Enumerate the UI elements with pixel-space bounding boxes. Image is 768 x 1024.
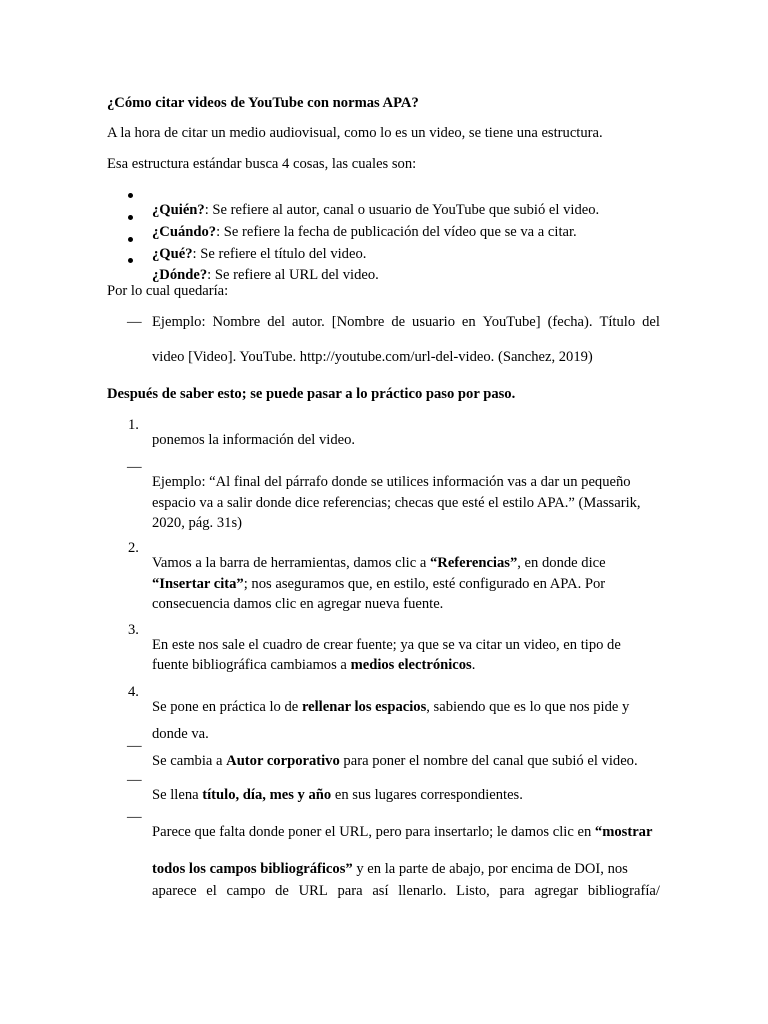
step-2-number: 2.: [128, 540, 139, 556]
step-2-line-3: consecuencia damos clic en agregar nueva fuente.: [152, 595, 444, 612]
sub-item-url-line-1: Parece que falta donde poner el URL, pero para insertarlo; le damos clic en “mostrar: [152, 823, 653, 840]
word: (fecha).: [547, 314, 593, 330]
por-lo-cual-paragraph: Por lo cual quedaría:: [107, 283, 229, 299]
word: del: [642, 314, 660, 330]
word: Nombre: [212, 314, 261, 330]
example-2-line-1: Ejemplo: “Al final del párrafo donde se utilices información vas a dar un pequeño: [152, 473, 631, 490]
step-4-line-2: donde va.: [152, 725, 209, 742]
word: en: [461, 314, 476, 330]
bullet-icon: [127, 230, 135, 248]
dash-marker: —: [127, 772, 142, 788]
example-2-line-2: espacio va a salir donde dice referencias; checas que esté el estilo APA.” (Massarik,: [152, 494, 641, 511]
dash-marker: —: [127, 459, 142, 475]
bullet-item-donde: ¿Dónde?: Se refiere al URL del video.: [152, 266, 379, 283]
example-2-line-3: 2020, pág. 31s): [152, 514, 242, 531]
word: campo: [226, 883, 266, 899]
word: de: [391, 314, 406, 330]
word: YouTube]: [482, 314, 541, 330]
bullet-icon: [127, 208, 135, 226]
sub-item-autor: Se cambia a Autor corporativo para poner el nombre del canal que subió el video.: [152, 752, 638, 769]
word: usuario: [412, 314, 455, 330]
intro-paragraph-1: A la hora de citar un medio audiovisual, como lo es un video, se tiene una estructura.: [107, 125, 603, 141]
bullet-item-quien: ¿Quién?: Se refiere al autor, canal o usuario de YouTube que subió el video.: [152, 201, 600, 218]
dash-marker: —: [127, 738, 142, 754]
word: autor.: [291, 314, 325, 330]
word: para: [337, 883, 363, 899]
page-heading: ¿Cómo citar videos de YouTube con normas APA?: [107, 95, 419, 111]
word: de: [275, 883, 289, 899]
word: el: [206, 883, 217, 899]
word: Título: [599, 314, 636, 330]
step-3-line-2: fuente bibliográfica cambiamos a medios electrónicos.: [152, 656, 476, 673]
step-2-line-1: Vamos a la barra de herramientas, damos clic a “Referencias”, en donde dice: [152, 554, 606, 571]
step-4-line-1: Se pone en práctica lo de rellenar los espacios, sabiendo que es lo que nos pide y: [152, 698, 630, 715]
word: así: [372, 883, 389, 899]
sub-item-url-line-3: [152, 882, 660, 900]
bullet-icon: [127, 186, 135, 204]
step-4-number: 4.: [128, 684, 139, 700]
sub-item-titulo: Se llena título, día, mes y año en sus lugares correspondientes.: [152, 786, 523, 803]
word: del: [267, 314, 286, 330]
word: llenarlo.: [398, 883, 447, 899]
subheading: Después de saber esto; se puede pasar a lo práctico paso por paso.: [107, 386, 516, 402]
sub-item-url-line-2: todos los campos bibliográficos” y en la parte de abajo, por encima de DOI, nos: [152, 860, 628, 877]
word: [Nombre: [331, 314, 385, 330]
step-3-number: 3.: [128, 622, 139, 638]
bullet-item-que: ¿Qué?: Se refiere el título del video.: [152, 245, 367, 262]
word: aparece: [152, 883, 197, 899]
bullet-item-cuando: ¿Cuándo?: Se refiere la fecha de publicación del vídeo que se va a citar.: [152, 223, 577, 240]
step-2-line-2: “Insertar cita”; nos aseguramos que, en estilo, esté configurado en APA. Por: [152, 575, 606, 592]
word: para: [499, 883, 525, 899]
example-1-line-1: [152, 313, 660, 331]
step-1-text: ponemos la información del video.: [152, 431, 356, 448]
bullet-icon: [127, 251, 135, 269]
word: URL: [298, 883, 328, 899]
dash-marker: —: [127, 809, 142, 825]
example-1-line-2: video [Video]. YouTube. http://youtube.com/url-del-video. (Sanchez, 2019): [152, 348, 593, 365]
word: Ejemplo:: [152, 314, 206, 330]
word: Listo,: [456, 883, 490, 899]
dash-marker: —: [127, 314, 142, 330]
intro-paragraph-2: Esa estructura estándar busca 4 cosas, las cuales son:: [107, 156, 417, 172]
word: bibliografía/: [587, 883, 660, 899]
step-3-line-1: En este nos sale el cuadro de crear fuente; ya que se va citar un video, en tipo de: [152, 636, 621, 653]
word: agregar: [534, 883, 579, 899]
step-1-number: 1.: [128, 417, 139, 433]
